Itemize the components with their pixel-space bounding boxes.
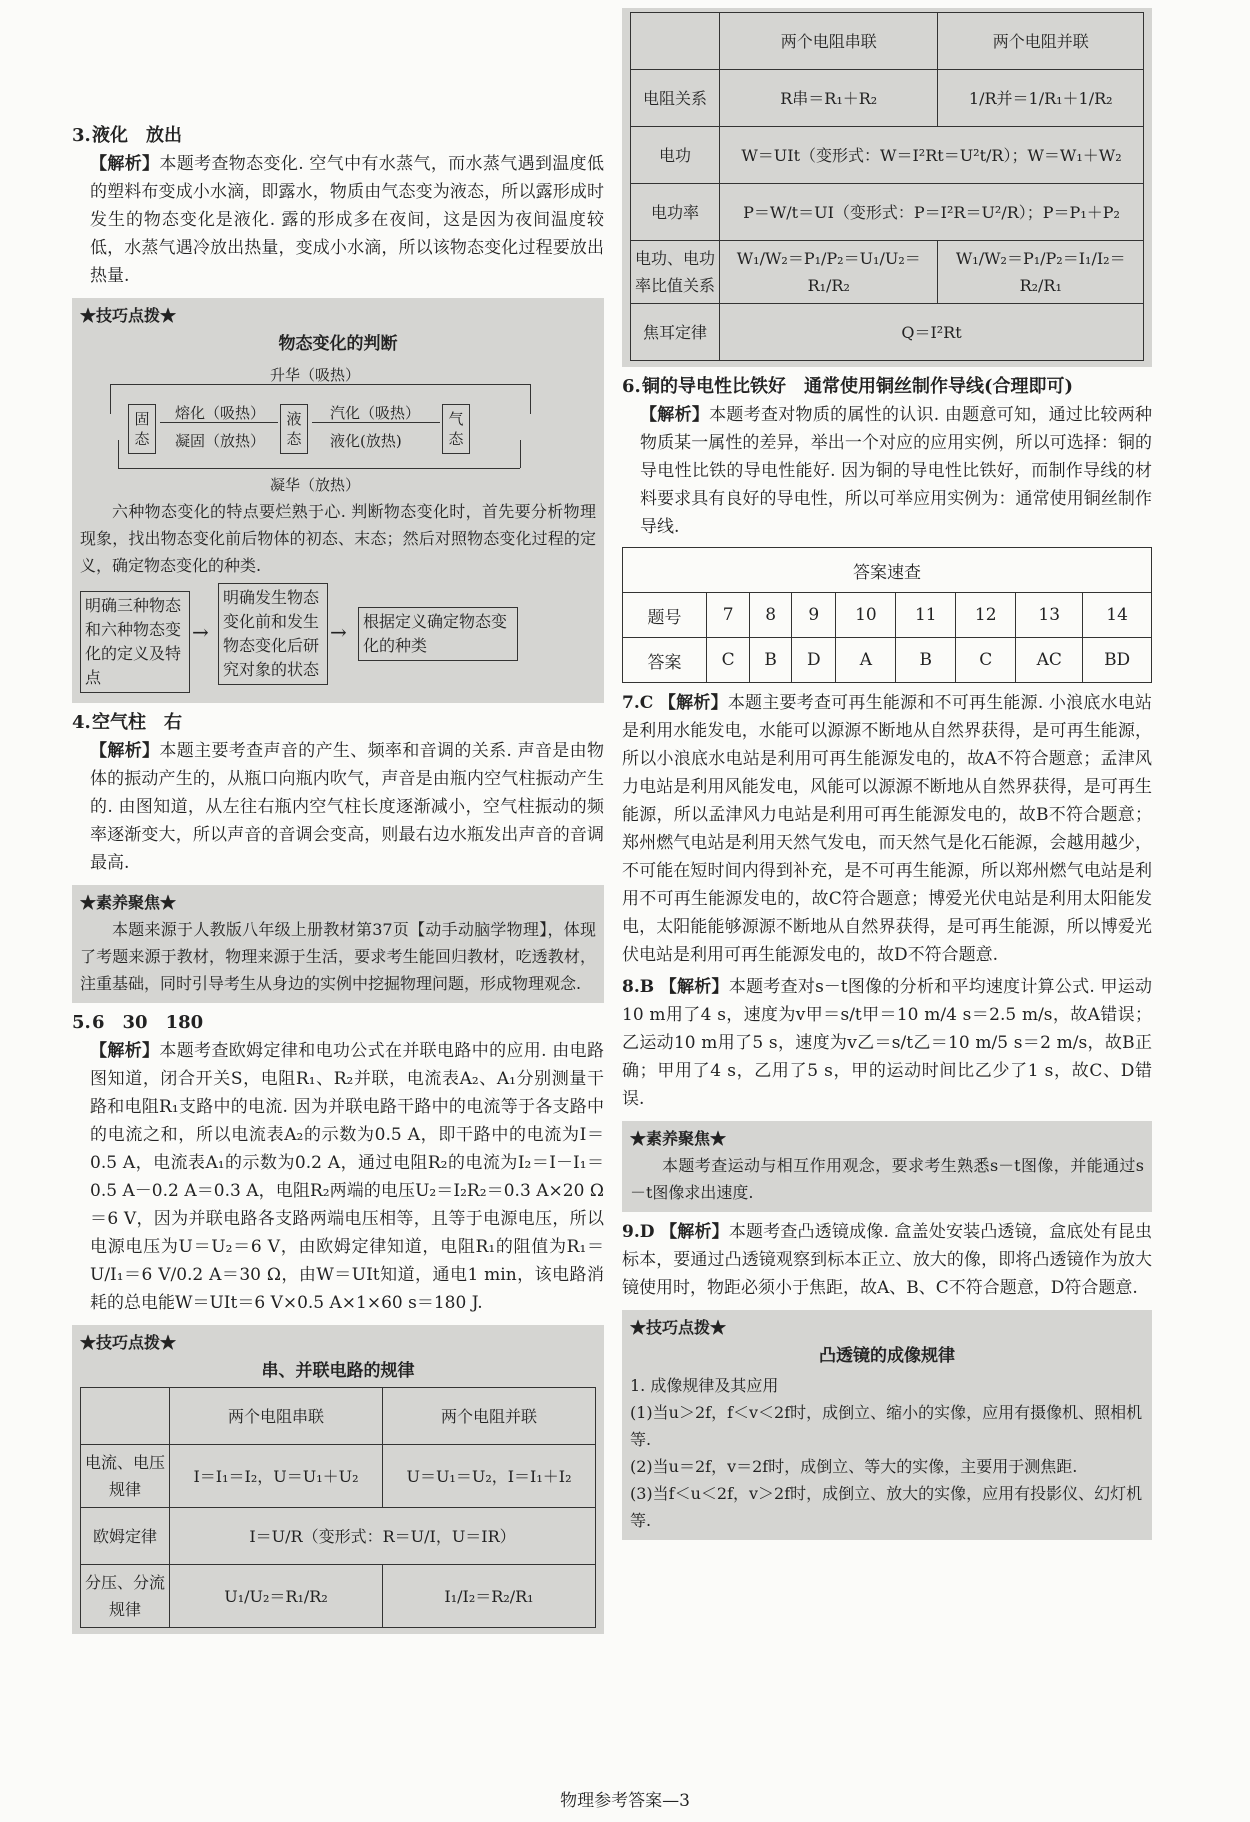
- row-label: 电功率: [631, 184, 720, 241]
- q8-answer-text: B: [639, 977, 655, 997]
- melting-line: [160, 422, 278, 423]
- q7-number: 7.: [622, 693, 640, 713]
- flow-box-3: 根据定义确定物态变化的种类: [358, 607, 518, 661]
- deposition-line: [118, 468, 520, 469]
- answer-cell: D: [792, 638, 836, 683]
- table-row: [631, 304, 1144, 361]
- lens-rule-2: (1)当u＞2f，f＜v＜2f时，成倒立、缩小的实像，应用有摄像机、照相机等.: [630, 1403, 1143, 1449]
- question-num: 9: [792, 593, 836, 638]
- line-right-up: [530, 384, 531, 414]
- q7-analysis: [622, 689, 1152, 969]
- analysis-label: 【解析】: [90, 154, 160, 174]
- cell-both: Q＝I²Rt: [720, 304, 1144, 361]
- q8-number: 8.: [622, 977, 640, 997]
- header-parallel: 两个电阻并联: [938, 13, 1144, 70]
- q9-answer-text: D: [639, 1222, 655, 1242]
- q4-analysis: [72, 737, 604, 877]
- line-left-down: [118, 440, 119, 468]
- cell-parallel: I₁/I₂＝R₂/R₁: [383, 1565, 596, 1628]
- row-label: 欧姆定律: [81, 1508, 170, 1565]
- circuit-table-continued: [622, 8, 1152, 367]
- q6-answer-text: 铜的导电性比铁好 通常使用铜丝制作导线(合理即可): [642, 376, 1074, 397]
- table-row: [631, 184, 1144, 241]
- question-num: 11: [896, 593, 956, 638]
- state-change-diagram: [80, 362, 596, 494]
- header-parallel: 两个电阻并联: [383, 1388, 596, 1445]
- flow-arrow-2: →: [330, 620, 347, 644]
- tip-header: ★技巧点拨★: [80, 1333, 177, 1352]
- row-label: 题号: [623, 593, 707, 638]
- q3-analysis: [72, 150, 604, 290]
- q4-number: 4.: [72, 712, 91, 733]
- row-label: 答案: [623, 638, 707, 683]
- flow-diagram: [80, 583, 596, 693]
- cell-parallel: 1/R并＝1/R₁＋1/R₂: [938, 70, 1144, 127]
- answer-quick-check-table: [622, 547, 1152, 683]
- q4-analysis-text: 本题主要考查声音的产生、频率和音调的关系. 声音是由物体的振动产生的，从瓶口向瓶内吹气，声音是由瓶内空气柱振动产生的. 由图知道，从左往右瓶内空气柱长度逐渐减小，空气柱振动的频率逐渐变大，所以声音的音调会变高，则最右边水瓶发出声音的音调最高.: [90, 741, 604, 873]
- q5-analysis: [72, 1037, 604, 1317]
- cell-series: W₁/W₂＝P₁/P₂＝U₁/U₂＝R₁/R₂: [720, 241, 938, 304]
- analysis-label: 【解析】: [90, 1041, 160, 1061]
- tip-box-state-change: [72, 298, 604, 703]
- q6-number: 6.: [622, 376, 641, 397]
- label-vaporizing: 汽化（吸热）: [330, 404, 421, 422]
- q5-analysis-text: 本题考查欧姆定律和电功公式在并联电路中的应用. 由电路图知道，闭合开关S，电阻R₁、R₂并联，电流表A₂、A₁分别测量干路和电阻R₁支路中的电流. 因为并联电路干路中的电流等于各支路中的电流之和，所以电流表A₂的示数为0.5 A，即干路中的电流为I＝0.5 A，电流表A₁的示数为0.2 A，通过电阻R₂的电流为I₂＝I－I₁＝0.5 A－0.2 A＝0.3 A，电阻R₂两端的电压U₂＝I₂R₂＝0.3 A×20 Ω＝6 V，因为并联电路各支路两端电压相等，且等于电源电压，所以电源电压为U＝U₂＝6 V，由欧姆定律知道，电阻R₁的阻值为R₁＝U/I₁＝6 V/0.2 A＝30 Ω，由W＝UIt知道，通电1 min，该电路消耗的总电能W＝UIt＝6 V×0.5 A×1×60 s＝180 J.: [90, 1041, 604, 1313]
- table-row: [631, 241, 1144, 304]
- flow-box-1: 明确三种物态和六种物态变化的定义及特点: [80, 591, 190, 693]
- tip-title: 串、并联电路的规律: [261, 1361, 415, 1381]
- liquid-label: 液态: [286, 410, 302, 448]
- header-series: 两个电阻串联: [170, 1388, 383, 1445]
- table-row: [623, 548, 1152, 593]
- tip-box-circuit: [72, 1325, 604, 1634]
- header-series: 两个电阻串联: [720, 13, 938, 70]
- tip-header: ★技巧点拨★: [630, 1318, 727, 1337]
- q9-analysis-text: 本题考查凸透镜成像. 盒盖处安装凸透镜，盒底处有昆虫标本，要通过凸透镜观察到标本正立、放大的像，即将凸透镜作为放大镜使用时，物距必须小于焦距，故A、B、C不符合题意，D符合题意.: [622, 1222, 1153, 1298]
- cell-series: R串＝R₁＋R₂: [720, 70, 938, 127]
- q7-answer-text: C: [639, 693, 654, 713]
- answer-cell: C: [707, 638, 750, 683]
- q5-answer: [72, 1009, 604, 1037]
- q9-number: 9.: [622, 1222, 640, 1242]
- tip-text: 六种物态变化的特点要烂熟于心. 判断物态变化时，首先要分析物理现象，找出物态变化前后物体的初态、末态；然后对照物态变化过程的定义，确定物态变化的种类.: [80, 502, 596, 575]
- tip-box-lens: [622, 1310, 1152, 1540]
- answer-cell: A: [836, 638, 896, 683]
- answer-cell: BD: [1083, 638, 1152, 683]
- answer-cell: AC: [1016, 638, 1083, 683]
- label-liquefying: 液化(放热): [330, 432, 402, 450]
- row-label: 电阻关系: [631, 70, 720, 127]
- flow-box-2: 明确发生物态变化前和发生物态变化后研究对象的状态: [218, 583, 328, 685]
- focus-box-2: [622, 1121, 1152, 1212]
- q7-analysis-text: 本题主要考查可再生能源和不可再生能源. 小浪底水电站是利用水能发电，水能可以源源不断地从自然界获得，是可再生能源，所以小浪底水电站是利用可再生能源发电的，故A不符合题意；孟津风力电站是利用风能发电，风能可以源源不断地从自然界获得，是可再生能源，所以孟津风力电站是利用可再生能源发电的，故B不符合题意；郑州燃气电站是利用天然气发电，而天然气是化石能源，会越用越少，不可能在短时间内得到补充，是不可再生能源，所以郑州燃气电站是利用不可再生能源发电的，故C符合题意；博爱光伏电站是利用太阳能发电，太阳能能够源源不断地从自然界获得，是可再生能源，所以博爱光伏电站是利用可再生能源发电的，故D不符合题意.: [622, 693, 1153, 965]
- cell-both: W＝UIt（变形式：W＝I²Rt＝U²t/R）；W＝W₁＋W₂: [720, 127, 1144, 184]
- sublimation-line: [110, 384, 530, 385]
- table-cell: [81, 1388, 170, 1445]
- lens-rule-1: 1. 成像规律及其应用: [630, 1376, 779, 1395]
- q6-analysis-text: 本题考查对物质的属性的认识. 由题意可知，通过比较两种物质某一属性的差异，举出一个对应的应用实例，所以可选择：铜的导电性比铁的导电性能好. 因为铜的导电性比铁好，而制作导线的材料要求具有良好的导电性，所以可举应用实例为：通常使用铜丝制作导线.: [640, 405, 1153, 537]
- table-row: [623, 593, 1152, 638]
- line-left-up: [110, 384, 111, 414]
- analysis-label: 【解析】: [640, 405, 710, 425]
- analysis-label: 【解析】: [659, 977, 729, 997]
- table-row: [631, 127, 1144, 184]
- table-row: [81, 1445, 596, 1508]
- solid-label: 固态: [134, 410, 150, 448]
- label-sublimation: 升华（吸热）: [270, 366, 361, 384]
- focus-header: ★素养聚焦★: [80, 893, 177, 912]
- gas-label: 气态: [448, 410, 464, 448]
- row-label: 电功: [631, 127, 720, 184]
- q4-answer: [72, 709, 604, 737]
- gas-box: [442, 404, 470, 454]
- focus-header: ★素养聚焦★: [630, 1129, 727, 1148]
- table-row: [631, 13, 1144, 70]
- question-num: 13: [1016, 593, 1083, 638]
- label-deposition: 凝华（放热）: [270, 476, 361, 494]
- row-label: 电功、电功率比值关系: [631, 241, 720, 304]
- question-num: 10: [836, 593, 896, 638]
- cell-series: I＝I₁＝I₂，U＝U₁＋U₂: [170, 1445, 383, 1508]
- q3-number: 3.: [72, 125, 91, 146]
- question-num: 14: [1083, 593, 1152, 638]
- q5-answer-text: 6 30 180: [92, 1012, 204, 1033]
- cell-parallel: U＝U₁＝U₂，I＝I₁＋I₂: [383, 1445, 596, 1508]
- analysis-label: 【解析】: [90, 741, 160, 761]
- q5-number: 5.: [72, 1012, 91, 1033]
- focus-text: 本题考查运动与相互作用观念，要求考生熟悉s－t图像，并能通过s－t图像求出速度.: [630, 1156, 1144, 1202]
- label-melting: 熔化（吸热）: [175, 404, 266, 422]
- question-num: 12: [956, 593, 1016, 638]
- table-cell: [631, 13, 720, 70]
- row-label: 焦耳定律: [631, 304, 720, 361]
- row-label: 电流、电压规律: [81, 1445, 170, 1508]
- q6-answer: [622, 373, 1152, 401]
- answer-cell: B: [750, 638, 792, 683]
- q3-answer-text: 液化 放出: [92, 125, 182, 146]
- page-footer: 物理参考答案—3: [560, 1791, 690, 1811]
- q3-answer: [72, 122, 604, 150]
- q8-analysis: [622, 973, 1152, 1113]
- left-column: [72, 118, 604, 1640]
- q9-analysis: [622, 1218, 1152, 1302]
- solid-box: [128, 404, 156, 454]
- liquid-box: [280, 404, 308, 454]
- q3-analysis-text: 本题考查物态变化. 空气中有水蒸气，而水蒸气遇到温度低的塑料布变成小水滴，即露水，物质由气态变为液态，所以露形成时发生的物态变化是液化. 露的形成多在夜间，这是因为夜间温度较低，水蒸气遇冷放出热量，变成小水滴，所以该物态变化过程要放出热量.: [90, 154, 604, 286]
- cell-parallel: W₁/W₂＝P₁/P₂＝I₁/I₂＝R₂/R₁: [938, 241, 1144, 304]
- answer-cell: B: [896, 638, 956, 683]
- label-solidifying: 凝固（放热）: [175, 432, 266, 450]
- question-num: 7: [707, 593, 750, 638]
- tip-title: 物态变化的判断: [278, 334, 398, 354]
- circuit-rules-table: [80, 1387, 596, 1628]
- cell-series: U₁/U₂＝R₁/R₂: [170, 1565, 383, 1628]
- focus-box-1: [72, 885, 604, 1003]
- table-row: [81, 1565, 596, 1628]
- table-row: [81, 1508, 596, 1565]
- answer-cell: C: [956, 638, 1016, 683]
- circuit-rules-table-2: [630, 12, 1144, 361]
- row-label: 分压、分流规律: [81, 1565, 170, 1628]
- tip-header: ★技巧点拨★: [80, 306, 177, 325]
- cell-both: I＝U/R（变形式：R＝U/I，U＝IR）: [170, 1508, 596, 1565]
- q6-analysis: [622, 401, 1152, 541]
- vaporizing-line: [312, 422, 440, 423]
- focus-text: 本题来源于人教版八年级上册教材第37页【动手动脑学物理】，体现了考题来源于教材，物理来源于生活，要求考生能回归教材，吃透教材，注重基础，同时引导考生从身边的实例中挖掘物理问题，形成物理观念.: [80, 920, 596, 993]
- right-column: [622, 8, 1152, 1546]
- table-row: [631, 70, 1144, 127]
- flow-arrow-1: →: [192, 620, 209, 644]
- cell-both: P＝W/t＝UI（变形式：P＝I²R＝U²/R）；P＝P₁＋P₂: [720, 184, 1144, 241]
- table-row: [623, 638, 1152, 683]
- line-right-down: [520, 440, 521, 468]
- analysis-label: 【解析】: [658, 693, 728, 713]
- lens-rule-4: (3)当f＜u＜2f，v＞2f时，成倒立、放大的实像，应用有投影仪、幻灯机等.: [630, 1484, 1143, 1530]
- analysis-label: 【解析】: [660, 1222, 729, 1242]
- tip-title: 凸透镜的成像规律: [819, 1346, 955, 1366]
- q8-analysis-text: 本题考查对s－t图像的分析和平均速度计算公式. 甲运动10 m用了4 s，速度为v甲＝s/t甲＝10 m/4 s＝2.5 m/s，故A错误；乙运动10 m用了5 s，速度为v乙＝s/t乙＝10 m/5 s＝2 m/s，故B正确；甲用了4 s，乙用了5 s，甲的运动时间比乙少了1 s，故C、D错误.: [622, 977, 1153, 1109]
- speed-title: 答案速查: [623, 548, 1152, 593]
- lens-rule-3: (2)当u＝2f，v＝2f时，成倒立、等大的实像，主要用于测焦距.: [630, 1457, 1078, 1476]
- q4-answer-text: 空气柱 右: [92, 712, 182, 733]
- question-num: 8: [750, 593, 792, 638]
- table-row: [81, 1388, 596, 1445]
